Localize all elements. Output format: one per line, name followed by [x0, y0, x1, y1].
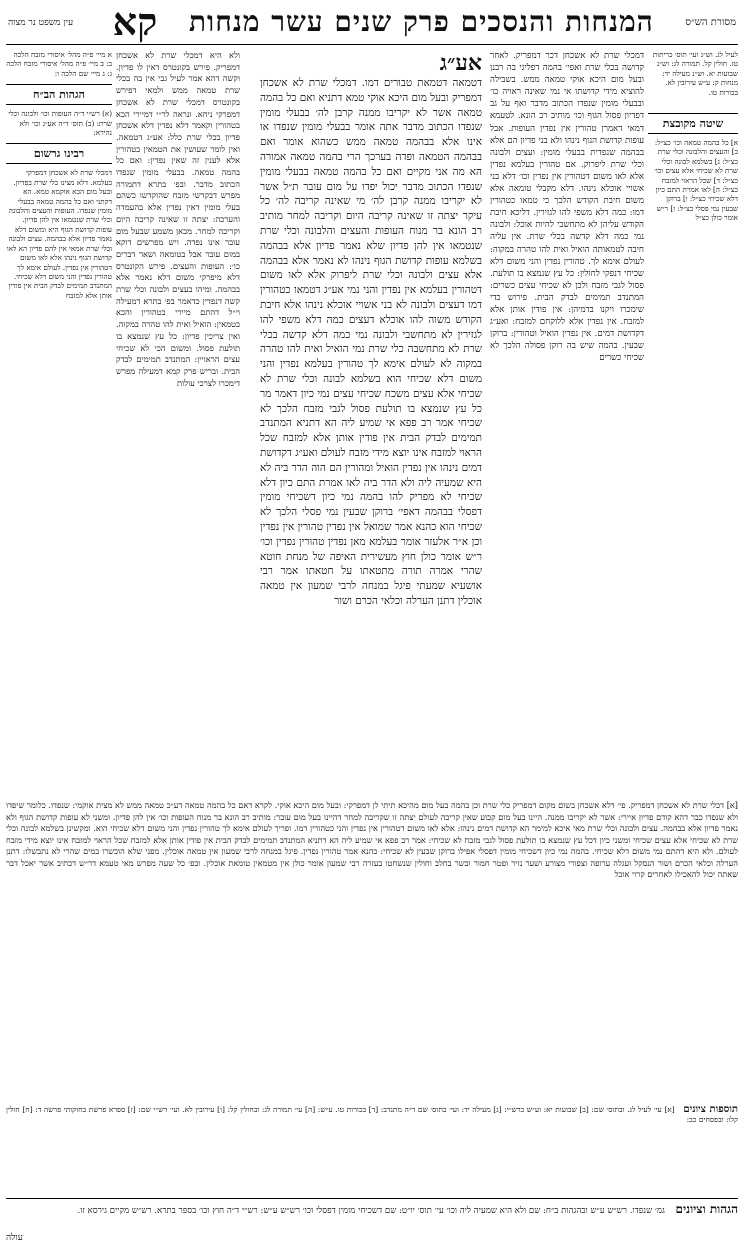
hagahot-text: גמ׳ שנפדו. רש״ש ע״ש ובהגהות ב״ח: שם ולא היא שמעיה ליה וכו׳ עי׳ תוס׳ יו״ט: שם דשכיחי מומין דפסלי וכו׳ רש״ש ע״ש: רש״י ד״ה חוץ וכו׳ בספר בתרא. רש״ש מקיים גירסא זו.	[77, 1206, 665, 1216]
shita-text: א] כל בהמה טמאה וכו׳ כצ״ל: ב] והעצים והלבונה וכלי שרת כצ״ל: ג] בשלמא לבונה וכלי שרת לא שכיחי אלא עצים וכו׳ כצ״ל: ד] שכל הראוי למזבח כצ״ל: ה] לאו אמרת התם כיון דלא שכיחי כצ״ל: ו] ברוקן שבעין נמי פסלי כצ״ל: ז] ר״ש אומר כולן כצ״ל	[654, 138, 738, 223]
hagahot-habach-title: הגהות הב״ח	[6, 84, 112, 105]
hagahot-label: הגהות וציונים	[675, 1202, 738, 1216]
gemara-opening-word: אע״ג	[439, 50, 482, 76]
daf-number: קא	[112, 0, 158, 44]
footnote-text: [א] עי׳ לעיל לג. ובתוס׳ שם: [ב] שבועות יא: וע״ש ברש״י: [ג] מעילה יד: ועי׳ בתוס׳ שם ד״ה מתנדב: [ד] בכורות טו. ע״ש: [ה] עי׳ תמורה לג: ובחולין קל: [ו] עירובין לא. ועי׳ רש״י שם: [ז] ספרא פרשת בחוקותי פרשה ד: [ח] חולין קלו: ובפסחים כב:	[6, 1105, 738, 1125]
footnote-text-wrap	[6, 1105, 738, 1125]
masoret-label: מסורת הש״ס	[685, 16, 736, 28]
header-rule	[6, 44, 738, 45]
bottom-commentary-text: [א] דכלי שרת לא אשכחן דמפריק. פי׳ דלא אשכחן בשום מקום דמפריק כלי שרת וכן בהמה בעל מום מהיכא תיתי לן דמפרקי: ובעל מום היכא אוקי. לקרא דאם כל בהמה טמאה דע״כ טמאה ממש לא מצית אוקמי: שנפדו. כלומר שיפדו ולא שנפדו כבר דהא קודם פדיון איירי: אשר לא יקריבו ממנה. היינו בעל מום קבוע שאין קריבה לעולם יצתה זו שקריבה למחר דהיינו בעל מום עובר: מותיב רב הונא בר מנוח העופות וכו׳ אין להן פדיון. ומשני לא עופות קדושת הגוף ולא נאמר פדיון אלא בבהמה. עצים ולבונה וכלי שרת מאי איכא למימר הא קדושת דמים נינהו: אלא לאו משום דטהורין אין נפדין והני כטהורין דמו. ופריך לעולם אימא לך טהורין נפדין והני משום דלא שכיחי הוא. ומקשינן בשלמא לבונה וכלי שרת לא שכיחי אלא עצים שכיחי ומשני כיון דכל עץ שנמצא בו תולעת פסול לגבי מזבח לא שכיחי: אמר רב פפא אי שמיע ליה הא דתניא המתנדב תמימים לבדק הבית אין פודין אותן אלא למזבח שכל הראוי למזבח אינו יוצא מידי מזבח לעולם. ולא היא דהתם נמי משום דלא שכיחי. בהמה נמי כיון דשכיחי מומין דפסלי אפילו ברוקן שבעין לא שכיחי: כהנא אמר טהורין נפדין. פיגל במנחה לרבי שמעון אין טמאה אוכלין. מפני שלא הוכשרו במים שהרי לא נתבשלו: דתנן הערלה וכלאי הכרם ושור הנסקל ועגלה ערופה וצפורי מצורע ושער נזיר ופטר חמור ובשר בחלב וחולין שנשחטו בעזרה רבי שמעון אומר כולן אין מטמאין טומאת אוכלין. ובפ׳ כל שעה מפרש מאי טעמא דר״ש דכתיב אשר יאכל דבר שאתה יכול להאכילו לאחרים קרוי אוכל	[6, 800, 738, 879]
page-header	[0, 0, 744, 44]
ein-mishpat-text: א מיי׳ פ״ה מהל׳ איסורי מזבח הלכה ב: ב מיי׳ פ״ה מהל׳ איסורי מזבח הלכה ג: ג מיי׳ שם הלכה ו:	[6, 50, 112, 78]
tosafot-column	[116, 50, 240, 795]
bottom-commentary	[6, 800, 738, 1100]
rashi-text: דמכלי שרת לא אשכחן דכר דמפריק. לאחר קדושה בכלי שרת ואפי׳ בהמה דפליגי בה רבנן ובעל מום היכא אוקי טמאה ממש. בשבילה להוציא מידי קדושתו אי נמי שאינה ראויה כו׳ ובבעלי מומין שנפדו הכתוב מדבר ואף על גב דפדיון פסול הגוף וכו׳ מותיב רב הונא. לטעמא דמאי דאמרן טהורין אין נפדין העופות. אבל עופות קדושת הגוף נינהו ולא בני פדיון הם אלא בבהמה שנפדית בבעלי מומין: ועצים ולבונה וכלי שרת ליפרוק. אם טהורין בעלמא נפדין אלא לאו משום דטהורין אין נפדין וכו׳ דלא בני אשויי אוכלא נינהו. דלא מקבלי טומאה אלא משום חיבת הקודש הלכך כי טמאו כטהורין דמו: כמה דלא משפי להו לגזירין. דליכא חיבת הקודש עליהן לא מתחשבי להיות אוכל: ולבונה נמי כמה דלא קדשה בכלי שרת. אין עליה חיבה לטמאותה הואיל ואית להו טהרה במקוה: לעולם אימא לך. טהורין נפדין והני משום דלא שכיחי דנפקי לחולין: כל עץ שנמצא בו תולעת. פסול לגבי מזבח ולכן לא שכיחי עצים כשרים: המתנדב תמימים לבדק הבית. פירוש כדי שימכרו ויקנו בדמיהן: אין פודין אותן אלא למזבח. אין נפדין אלא ללוקחם למזבח: ואע״ג דקדושת דמים. אין נפדין הואיל וטהורין: ברוקן שבעין. בהמה שיש בה רוקן פסולה הלכך לא שכיחי כשרים	[490, 51, 644, 364]
rabbeinu-gershom-title: רבינו גרשום	[6, 143, 112, 164]
rashi-column	[490, 50, 644, 795]
rabbeinu-gershom-text: דמכלי שרת לא אשכחן דמפרקי בעלמא. דלא מצינו כלי שרת בפדיון. ובעל מום הכא אוקמא טמא. הא דקתני ואם כל בהמה טמאה בבעלי מומין שנפדו. העופות והעצים והלבונה וכלי שרת שנטמאו אין להן פדיון. עופות קדושת הגוף היא ומשום דלא נאמר פדיון אלא בבהמה. עצים ולבונה וכלי שרת אמאי אין להם פדיון הא לאו קדושת הגוף נינהו אלא לאו משום דטהורין אין נפדין. לעולם אימא לך טהורין נפדין והני משום דלא שכיחי. המתנדב תמימים לבדק הבית אין פודין אותן אלא למזבח	[6, 168, 112, 300]
gemara-text: דטמאה דטמאת טבורים דמו. דמכלי שרת לא אשכחן דמפריק ובעל מום היכא אוקי טמא דתניא ואם כל בהמה טמאה אשר לא יקריבו ממנה קרבן לה׳ בבעלי מומין שנפדו הכתוב מדבר אתה אומר בבעלי מומין שנפדו או אינו אלא בבהמה טמאה ממש כשהוא אומר ואם בבהמה הטמאה ופדה בערכך הרי בהמה טמאה אמורה הא מה אני מקיים ואם כל בהמה טמאה בבעלי מומין שנפדו הכתוב מדבר יכול יפדו על מום עובר ת״ל אשר לא יקריבו ממנה קרבן לה׳ מי שאינה קריבה לה׳ כל עיקר יצתה זו שאינה קריבה היום וקריבה למחר מותיב רב הונא בר מנוח העופות והעצים והלבונה וכלי שרת שנטמאו אין להן פדיון שלא נאמר פדיון אלא בבהמה בשלמא עופות קדושת הגוף נינהו לא נאמר אלא בבהמה אלא עצים ולבונה וכלי שרת ליפרוק אלא לאו משום דטהורין בעלמא אין נפדין והני נמי אע״ג דטמאו כטהורין דמו דעצים ולבונה לא בני אשויי אוכלא נינהו אלא חיבת הקודש משוה להו אוכלא דעצים כמה דלא משפי להו לגזירין לא מתחשבי ולבונה נמי כמה דלא קדשה בכלי שרת לא מתחשבה כלי שרת נמי הואיל ואית להו טהרה במקוה לא לעולם אימא לך טהורין בעלמא נפדין והני משום דלא שכיחי הוא בשלמא לבונה וכלי שרת לא שכיחי אלא עצים משכח שכיחי עצים נמי כיון דאמר מר כל עץ שנמצא בו תולעת פסול לגבי מזבח הלכך לא שכיחי אמר רב פפא אי שמיע ליה הא דתניא המתנדב תמימים לבדק הבית אין פודין אותן אלא למזבח שכל הראוי למזבח אינו יוצא מידי מזבח לעולם ואע״ג דקדושת דמים נינהו אין נפדין הואיל ומהורין הם הוה הדר ביה לא היא שמעיה ליה ולא הדר ביה לאו אמרת התם כיון דלא שכיחי לא מפריק להו בהמה נמי כיון דשכיחי מומין דפסלי בבהמה דאפי׳ ברוקן שבעין נמי פסלי הלכך לא שכיחי הוא כהנא אמר שמואל אין נפדין טהורין אין נפדין וכן א״ר אלעזר אומר בעלמא מאן נפדין טהורין נפדין וכו׳ ר״ש אומר כולן חוץ מעשירית האיפה של מנחת חוטא שהרי אמרה תורה מתטאתו על חטאתו אמר רבי אושעיא שמעתי פיגל במנחה לרבי שמעון אין טמאה אוכלין דתנן הערלה וכלאי הכרם ושור	[260, 77, 482, 607]
chapter-title: המנחות והנסכים פרק שנים עשר מנחות	[188, 5, 654, 38]
gemara-column	[260, 50, 482, 795]
hagahot-habach-text: (א) רש״י ד״ה העופות וכו׳ ולבונה וכלי שרת: (ב) תוס׳ ד״ה אע״ג וכו׳ ולא נהירא:	[8, 109, 112, 138]
tosafot-text: ולא היא דמכלי שרת לא אשכחן דמפריק. פירש בקונטרס דאין לו פדיון. וקשה דהא אמר לעיל גבי אין בה בכלי שרת טמאה ממש ולמאי דפירש בקונטרס דמכלי שרת לא אשכחן דמפרקי ניחא. ונראה לר״י דמיירי הכא בטהורין וקאמר דלא נפדין דלא אשכחן פדיון בכלי שרת כלל: אע״ג דטמאה. ואין לומר שעושין את הטמאין כטהורין אלא לענין זה שאין נפדין: ואם כל בהמה טמאה. בבעלי מומין שנפדו הכתוב מדבר. ובפ׳ בתרא דתמורה מפרש דבקדשי מזבח שהוקדשו כשהם בעלי מומין דאין נפדין אלא בהעמדה והערכה: יצתה זו שאינה קריבה היום וקריבה למחר. מכאן משמע שבעל מום עובר אינו נפדה. ויש מפרשים דוקא במום עובר אבל בטומאה ושאר דברים כו׳: העופות והעצים. פירש הקונטרס דלא מיפרקי משום דלא נאמר אלא בבהמה. ומיהו בעצים ולבונה וכלי שרת קשה דנפדין כדאמר בפ׳ בתרא דמעילה וי״ל דהתם מיירי בטהורין והכא בטמאין: הואיל ואית להו טהרה במקוה. ואין צריכין פדיון: כל עץ שנמצא בו תולעת פסול. ומשום הכי לא שכיחי עצים הראויין: המתנדב תמימים לבדק הבית. ובריש פרק קמא דמעילה מפרש דימכרו לצרכי עולות	[116, 50, 240, 388]
catchword: עולה	[6, 1233, 23, 1243]
masoret-references: לעיל לג. וש״נ ועי׳ תוס׳ כריתות טז. חולין קל. תמורה לג: וש״נ שבועות יא. וש״נ מעילה יד: מנחות ק: ע״ש עירובין לא. בכורות טו.	[652, 50, 738, 97]
ein-mishpat-label: עין משפט נר מצוה	[8, 17, 74, 28]
hagahot-vetziyunim	[6, 1198, 738, 1217]
footnote-label: תוספות ציונים	[683, 1105, 738, 1115]
shita-title: שיטה מקובצת	[648, 113, 738, 134]
footnote-block	[6, 1105, 738, 1185]
